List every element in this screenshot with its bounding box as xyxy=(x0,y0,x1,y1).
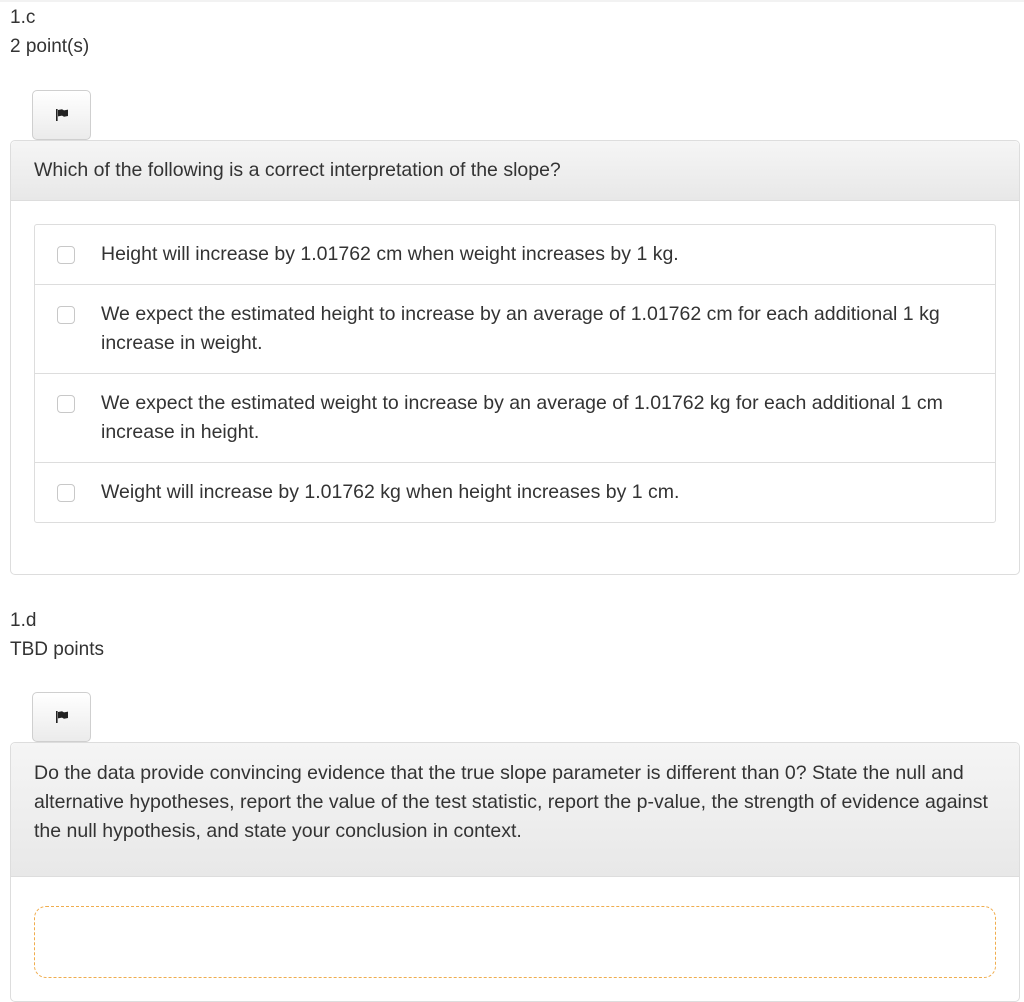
question-prompt: Do the data provide convincing evidence that the true slope parameter is different than 0? State the null and alternative hypotheses, report the value of the test statistic, report the p-value, the strength of evidence against the null hypothesis, and state your conclusion in context. xyxy=(11,743,1019,877)
option-label: We expect the estimated weight to increase by an average of 1.01762 kg for each additional 1 cm increase in height. xyxy=(101,392,943,443)
answer-text-box[interactable] xyxy=(34,906,996,978)
option-checkbox[interactable] xyxy=(57,395,75,413)
option-checkbox[interactable] xyxy=(57,484,75,502)
flag-icon xyxy=(53,708,71,726)
answer-options-list xyxy=(34,224,996,523)
question-points: TBD points xyxy=(10,639,104,660)
answer-option[interactable] xyxy=(35,463,995,522)
flag-icon xyxy=(53,106,71,124)
option-checkbox[interactable] xyxy=(57,246,75,264)
question-number: 1.d xyxy=(10,610,37,631)
flag-question-button[interactable] xyxy=(32,90,91,140)
question-number: 1.c xyxy=(10,7,36,28)
option-checkbox[interactable] xyxy=(57,306,75,324)
top-divider xyxy=(0,0,1024,2)
question-prompt: Which of the following is a correct interpretation of the slope? xyxy=(11,141,1019,201)
option-label: We expect the estimated height to increase by an average of 1.01762 cm for each additional 1 kg increase in weight. xyxy=(101,303,940,354)
flag-question-button[interactable] xyxy=(32,692,91,742)
answer-option[interactable] xyxy=(35,285,995,374)
answer-option[interactable] xyxy=(35,374,995,463)
option-label: Weight will increase by 1.01762 kg when height increases by 1 cm. xyxy=(101,481,680,503)
question-points: 2 point(s) xyxy=(10,36,90,57)
answer-option[interactable] xyxy=(35,225,995,285)
option-label: Height will increase by 1.01762 cm when weight increases by 1 kg. xyxy=(101,243,679,265)
question-panel xyxy=(10,140,1020,575)
